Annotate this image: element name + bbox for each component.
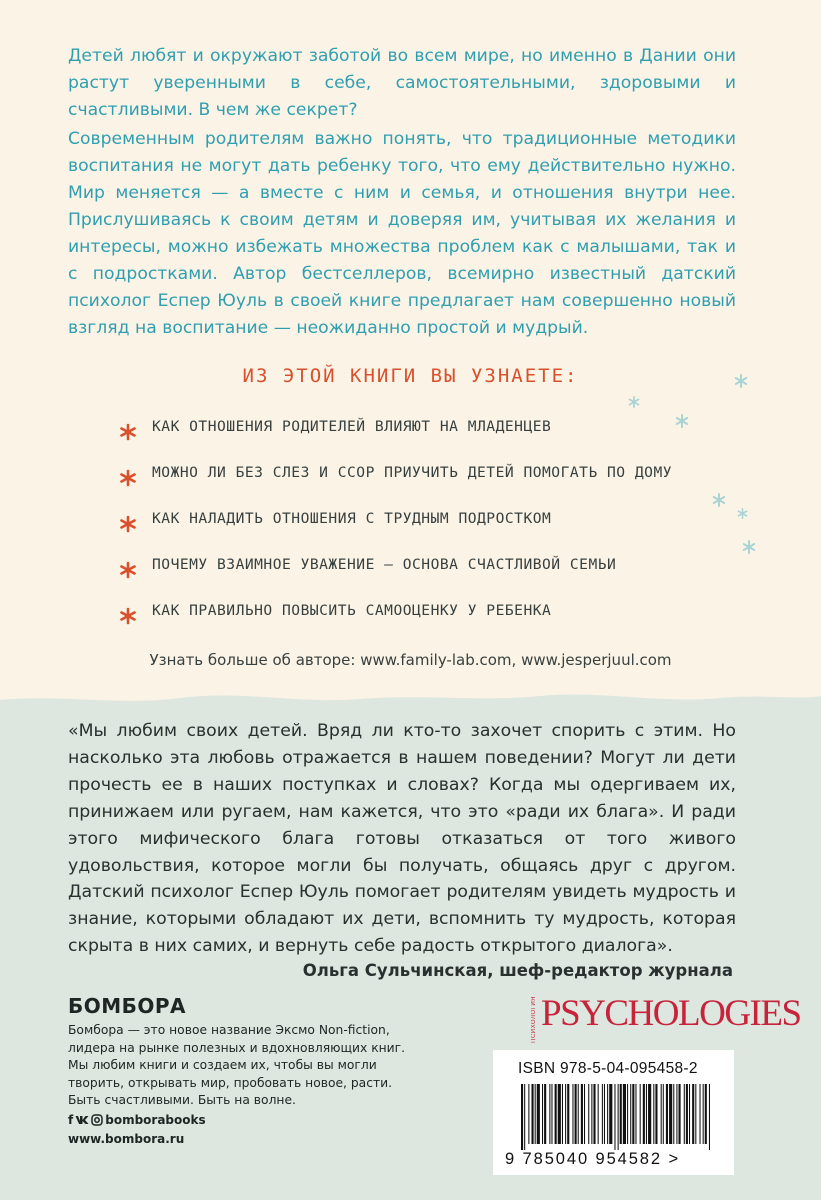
list-item-text: КАК НАЛАДИТЬ ОТНОШЕНИЯ С ТРУДНЫМ ПОДРОСТКОМ [152,510,552,527]
orange-star-bullet-icon [118,606,138,626]
intro-paragraph-1: Детей любят и окружают заботой во всем мире, но именно в Дании они растут уверенными в себе, самостоятельными, здоровыми и счастливыми. В чем же секрет? [68,46,736,120]
psychologies-logo-word: PSYCHOLOGIES [541,993,801,1034]
list-item [118,550,718,596]
psychologies-logo [531,992,801,1043]
social-handle[interactable]: bomborabooks [105,1113,206,1127]
barcode-panel [493,1050,734,1175]
author-links: Узнать больше об авторе: www.family-lab.com, www.jesperjuul.com [149,651,672,669]
instagram-icon[interactable] [91,1114,103,1126]
list-item [118,412,718,458]
intro-paragraph-2: Современным родителям важно понять, что традиционные методики воспитания не могут дать ребенку того, что ему действительно нужно. Мир меняется — а вместе с ним и семья, и отношения внутри нее. Прислушиваясь к своим детям и доверяя им, учитывая их желания и интересы, можно избежать множества проблем как с малышами, так и с подростками. Автор бестселлеров, всемирно известный датский психолог Еспер Юуль в своей книге предлагает нам совершенно новый взгляд на воспитание — неожиданно простой и мудрый. [68,129,736,338]
list-item-text: ПОЧЕМУ ВЗАИМНОЕ УВАЖЕНИЕ – ОСНОВА СЧАСТЛИВОЙ СЕМЬИ [152,556,617,573]
snowflake-star-icon [628,396,640,408]
snowflake-star-icon [737,508,748,519]
list-item [118,458,718,504]
orange-star-bullet-icon [118,560,138,580]
review-quote: «Мы любим своих детей. Вряд ли кто-то захочет спорить с этим. Но насколько эта любовь отражается в нашем поведении? Могут ли дети прочесть ее в наших поступках и словах? Когда мы одергиваем их, принижаем или ругаем, нам кажется, что это «ради их блага». И ради этого мифического блага готовы отказаться от того живого удовольствия, которое могли бы получать, общаясь друг с другом. Датский психолог Еспер Юуль помогает родителям увидеть мудрость и знание, которыми обладают их дети, вспомнить ту мудрость, которая скрыта в них самих, и вернуть себе радость открытого диалога». [68,721,736,957]
list-item [118,504,718,550]
isbn-label: ISBN 978-5-04-095458-2 [518,1060,698,1077]
publisher-description: Бомбора — это новое название Эксмо Non-fiction, лидера на рынке полезных и вдохновляющих книг. Мы любим книги и создаем их, чтобы вы могли творить, открывать мир, пробовать новое, расти. Быть счастливыми. Быть на волне. [68,1023,406,1107]
orange-star-bullet-icon [118,468,138,488]
list-item-text: МОЖНО ЛИ БЕЗ СЛЕЗ И ССОР ПРИУЧИТЬ ДЕТЕЙ ПОМОГАТЬ ПО ДОМУ [152,464,673,481]
list-item-text: КАК ОТНОШЕНИЯ РОДИТЕЛЕЙ ВЛИЯЮТ НА МЛАДЕНЦЕВ [152,418,552,435]
learn-list [118,412,718,642]
orange-star-bullet-icon [118,422,138,442]
psychologies-logo-tag: ПСИХОЛОГИЯ [531,996,537,1043]
quote-author: Ольга Сульчинская, шеф-редактор журнала [302,961,733,980]
snowflake-star-icon [742,540,756,554]
publisher-name: БОМБОРА [68,994,187,1018]
social-links [68,1113,206,1127]
barcode-icon [521,1084,711,1150]
learn-heading: ИЗ ЭТОЙ КНИГИ ВЫ УЗНАЕТЕ: [242,365,579,387]
facebook-icon[interactable]: f [68,1113,74,1127]
list-item [118,596,718,642]
vk-icon[interactable] [75,1115,89,1125]
orange-star-bullet-icon [118,514,138,534]
publisher-website[interactable]: www.bombora.ru [68,1132,185,1146]
list-item-text: КАК ПРАВИЛЬНО ПОВЫСИТЬ САМООЦЕНКУ У РЕБЕНКА [152,602,552,619]
barcode-digits: 9 785040 954582 > [505,1150,680,1168]
